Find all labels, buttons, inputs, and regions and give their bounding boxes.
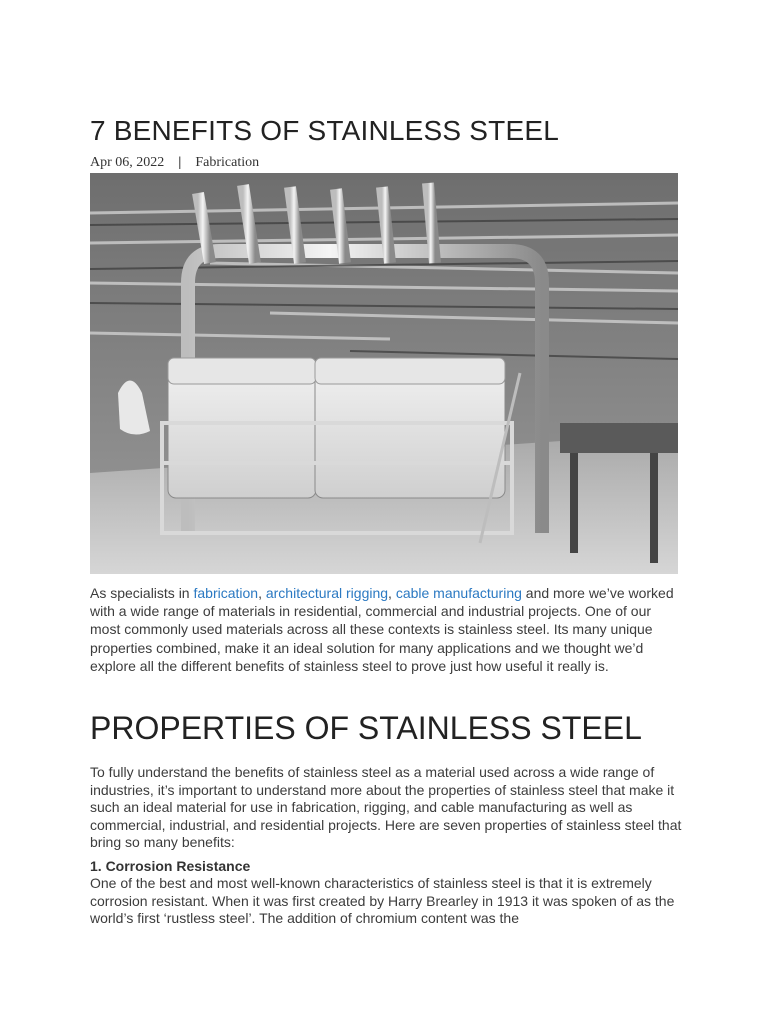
article-title: 7 BENEFITS OF STAINLESS STEEL <box>90 115 559 146</box>
corrosion-paragraph: One of the best and most well-known characteristics of stainless steel is that it is extremely corrosion resistant. When it was first created by Harry Brearley in 1913 it was spoken of as the world’s first ‘rustless steel’. The addition of chromium content was the <box>90 875 675 927</box>
section-paragraph: To fully understand the benefits of stainless steel as a material used across a wide range of industries, it’s important to understand more about the properties of stainless steel that make it such an ideal material for use in fabrication, rigging, and cable manufacturing as well as commercial, industrial, and residential projects. Here are seven properties of stainless steel that bring so many benefits: <box>90 764 682 851</box>
section-heading: PROPERTIES OF STAINLESS STEEL <box>90 710 642 746</box>
link-separator: , <box>258 585 266 601</box>
link-separator: , <box>388 585 396 601</box>
hero-image <box>90 173 678 574</box>
hero-image-drawing <box>90 173 678 574</box>
meta-separator: | <box>178 155 182 170</box>
intro-paragraph <box>90 584 685 675</box>
link-architectural-rigging[interactable]: architectural rigging <box>265 585 389 601</box>
article-date: Apr 06, 2022 <box>90 155 165 170</box>
intro-lead: As specialists in <box>90 585 194 601</box>
intro-rest: and more we’ve worked with a wide range of materials in residential, commercial and industrial projects. One of our most commonly used materials across all these contexts is stainless steel. Its many unique properties combined, make it an ideal solution for many applications and we thought we’d explore all the different benefits of stainless steel to prove just how useful it really is. <box>90 585 674 674</box>
article-meta <box>90 155 259 171</box>
article-category: Fabrication <box>195 155 260 170</box>
link-cable-manufacturing[interactable]: cable manufacturing <box>395 585 522 601</box>
subheading-corrosion-resistance: 1. Corrosion Resistance <box>90 858 251 874</box>
link-fabrication[interactable]: fabrication <box>193 585 259 601</box>
